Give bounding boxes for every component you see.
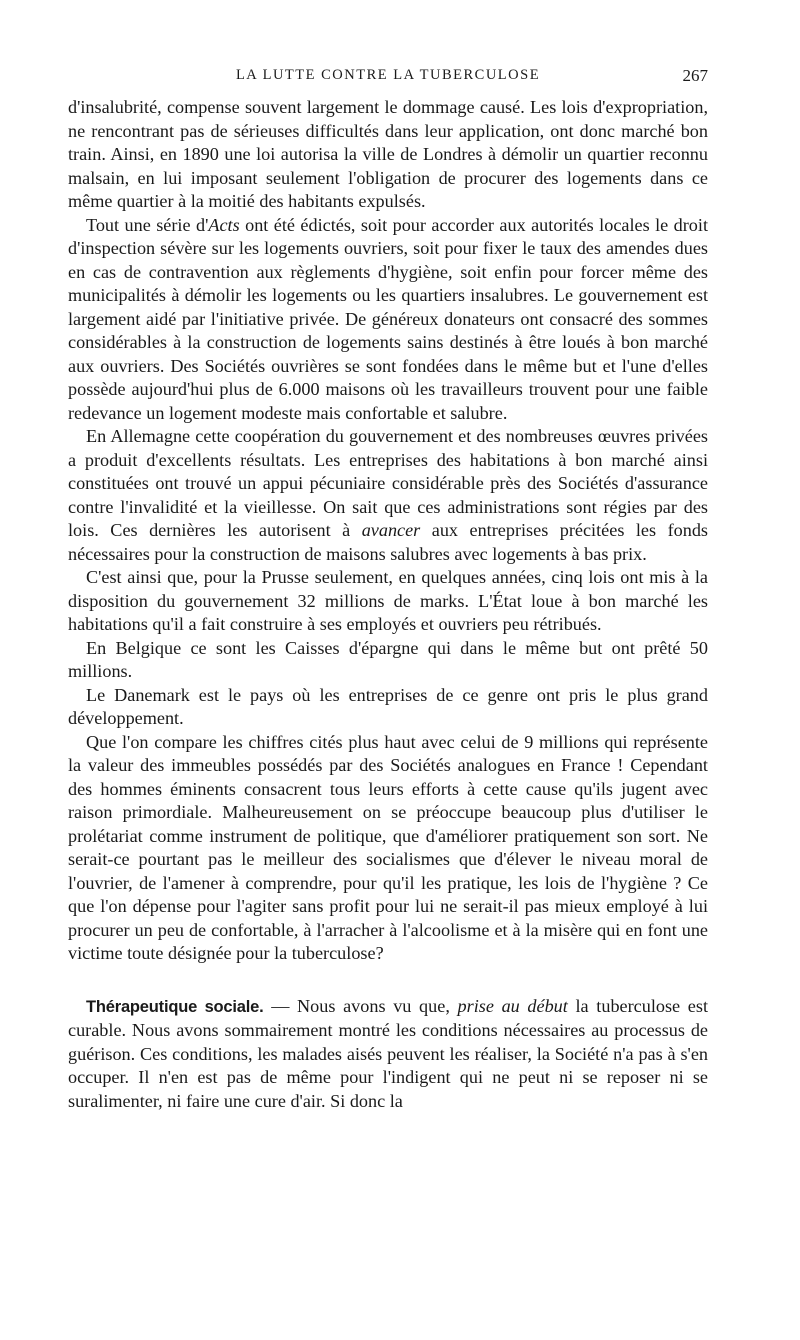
paragraph-1: d'insalubrité, compense souvent largement le dommage causé. Les lois d'expropriation, ne rencontrant pas de sérieuses difficultés dans leur application, ont donc marché bon train. Ainsi, en 1890 une loi autorisa la ville de Londres à démolir un quartier reconnu malsain, en lui imposant seulement l'obligation de procurer des logements dans ce même quartier à la moitié des habitants expulsés. bbox=[68, 97, 708, 211]
paragraph-2-part-a: Tout une série d' bbox=[86, 214, 209, 235]
paragraph-2-part-b: ont été édictés, soit pour accorder aux autorités locales le droit d'inspection sévère sur les logements ouvriers, soit pour fixer le taux des amendes dues en cas de contravention aux règlements d'hygiène, soit enfin pour forcer même des municipalités à démolir les logements ou les quartiers insalubres. Le gouvernement est largement aidé par l'initiative privée. De généreux donateurs ont consacré des sommes considérables à la construction de logements sains destinés à être loués à bon marché aux ouvriers. Des Sociétés ouvrières se sont fondées dans le même but et l'une d'elles possède aujourd'hui plus de 6.000 maisons où les travailleurs trouvent pour une faible redevance un logement modeste mais confortable et salubre. bbox=[68, 214, 709, 423]
section-heading: Thérapeutique sociale. bbox=[86, 997, 264, 1016]
running-head bbox=[68, 66, 708, 96]
paragraph-3 bbox=[68, 425, 708, 566]
prise-au-debut-term: prise au début bbox=[457, 995, 568, 1016]
book-page bbox=[68, 66, 708, 1113]
paragraph-3-part-a: En Allemagne cette coopération du gouvernement et des nombreuses œuvres privées a produit d'excellents résultats. Les entreprises des habitations à bon marché ainsi constituées ont trouvé un appui pécuniaire considérable près des Sociétés d'assurance contre l'invalidité et la vieillesse. On sait que ces administrations sont régies par des lois. Ces dernières les autorisent à bbox=[68, 426, 708, 540]
acts-term: Acts bbox=[208, 214, 240, 235]
paragraph-8 bbox=[68, 995, 708, 1114]
paragraph-7: Que l'on compare les chiffres cités plus haut avec celui de 9 millions qui représente la valeur des immeubles possédés par des Sociétés analogues en France ! Cependant des hommes éminents consacrent tous leurs efforts à cette cause qu'ils jugent avec raison primordiale. Malheureusement on se préoccupe beaucoup plus d'utiliser le prolétariat comme instrument de politique, que d'améliorer pratiquement son sort. Ne serait-ce pourtant pas le meilleur des socialismes que d'élever le niveau moral de l'ouvrier, de l'amener à comprendre, pour qu'il les pratique, les lois de l'hygiène ? Ce que l'on dépense pour l'agiter sans profit pour lui ne serait-il pas mieux employé à lui procurer un peu de confortable, à l'arracher à l'alcoolisme et à la misère qui en font une victime toute désignée pour la tuberculose? bbox=[68, 731, 708, 963]
paragraph-8-part-b: la tuberculose est curable. Nous avons sommairement montré les conditions nécessaires au processus de guérison. Ces conditions, les malades aisés peuvent les réaliser, la Société n'a pas à s'en occuper. Il n'en est pas de même pour l'indigent qui ne peut ni se reposer ni se suralimenter, ni faire une cure d'air. Si donc la bbox=[68, 995, 708, 1111]
paragraph-8-part-a: — Nous avons vu que, bbox=[263, 995, 458, 1016]
paragraph-6: Le Danemark est le pays où les entreprises de ce genre ont pris le plus grand développement. bbox=[68, 684, 708, 728]
avancer-term: avancer bbox=[361, 520, 421, 540]
paragraph-5: En Belgique ce sont les Caisses d'épargne qui dans le même but ont prêté 50 millions. bbox=[68, 637, 708, 681]
paragraph-4: C'est ainsi que, pour la Prusse seulement, en quelques années, cinq lois ont mis à la disposition du gouvernement 32 millions de marks. L'État loue à bon marché les habitations qu'il a fait construire à ses employés et ouvriers peu rétribués. bbox=[68, 567, 708, 634]
paragraph-3-part-b: aux entreprises précitées les fonds nécessaires pour la construction de maisons salubres avec logements à bas prix. bbox=[68, 520, 708, 564]
page-number: 267 bbox=[682, 66, 708, 85]
body-text bbox=[68, 96, 708, 1113]
paragraph-2 bbox=[68, 214, 708, 426]
running-title: LA LUTTE CONTRE LA TUBERCULOSE bbox=[235, 67, 541, 83]
